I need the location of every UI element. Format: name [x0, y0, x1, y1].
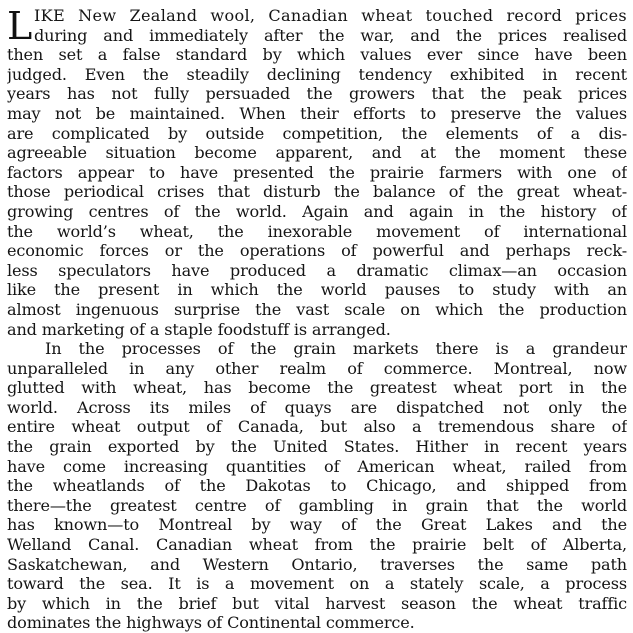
- text-line: less speculators have produced a dramatic climax—an occasion: [7, 260, 627, 280]
- text-line: Saskatchewan, and Western Ontario, traverses the same path: [7, 554, 627, 574]
- text-line: have come increasing quantities of American wheat, railed from: [7, 456, 627, 476]
- text-line: the world’s wheat, the inexorable movement of international: [7, 221, 627, 241]
- text-line: may not be maintained. When their efforts to preserve the values: [7, 103, 627, 123]
- text-line: factors appear to have presented the prairie farmers with one of: [7, 162, 627, 182]
- paragraph-1: [7, 6, 627, 339]
- text-line: then set a false standard by which values ever since have been: [7, 45, 627, 65]
- text-line: IKE New Zealand wool, Canadian wheat touched record prices: [34, 6, 627, 25]
- paragraph-2: [7, 339, 627, 633]
- text-line: those periodical crises that disturb the balance of the great wheat-: [7, 182, 627, 202]
- text-line: judged. Even the steadily declining tendency exhibited in recent: [7, 64, 627, 84]
- text-line: almost ingenuous surprise the vast scale on which the production: [7, 299, 627, 319]
- text-line: agreeable situation become apparent, and at the moment these: [7, 143, 627, 163]
- text-line: world. Across its miles of quays are dispatched not only the: [7, 397, 627, 417]
- text-line: and marketing of a staple foodstuff is arranged.: [7, 319, 391, 339]
- text-line: Welland Canal. Canadian wheat from the prairie belt of Alberta,: [7, 535, 627, 555]
- text-line: are complicated by outside competition, the elements of a dis-: [7, 123, 627, 143]
- text-line: by which in the brief but vital harvest season the wheat traffic: [7, 593, 627, 613]
- text-line: In the processes of the grain markets there is a grandeur: [45, 339, 627, 359]
- text-line: economic forces or the operations of powerful and perhaps reck-: [7, 241, 627, 261]
- text-line: the wheatlands of the Dakotas to Chicago, and shipped from: [7, 476, 627, 496]
- text-line: entire wheat output of Canada, but also a tremendous share of: [7, 417, 627, 437]
- text-line: dominates the highways of Continental commerce.: [7, 613, 415, 633]
- text-line: the grain exported by the United States. Hither in recent years: [7, 437, 627, 457]
- text-line: growing centres of the world. Again and again in the history of: [7, 201, 627, 221]
- text-line: during and immediately after the war, and the prices realised: [34, 25, 627, 45]
- text-line: years has not fully persuaded the growers that the peak prices: [7, 84, 627, 104]
- text-line: has known—to Montreal by way of the Great Lakes and the: [7, 515, 627, 535]
- text-line: toward the sea. It is a movement on a stately scale, a process: [7, 574, 627, 594]
- text-line: there—the greatest centre of gambling in grain that the world: [7, 495, 627, 515]
- drop-cap: L: [7, 4, 33, 48]
- text-line: like the present in which the world pauses to study with an: [7, 280, 627, 300]
- text-line: unparalleled in any other realm of commerce. Montreal, now: [7, 358, 627, 378]
- text-line: glutted with wheat, has become the greatest wheat port in the: [7, 378, 627, 398]
